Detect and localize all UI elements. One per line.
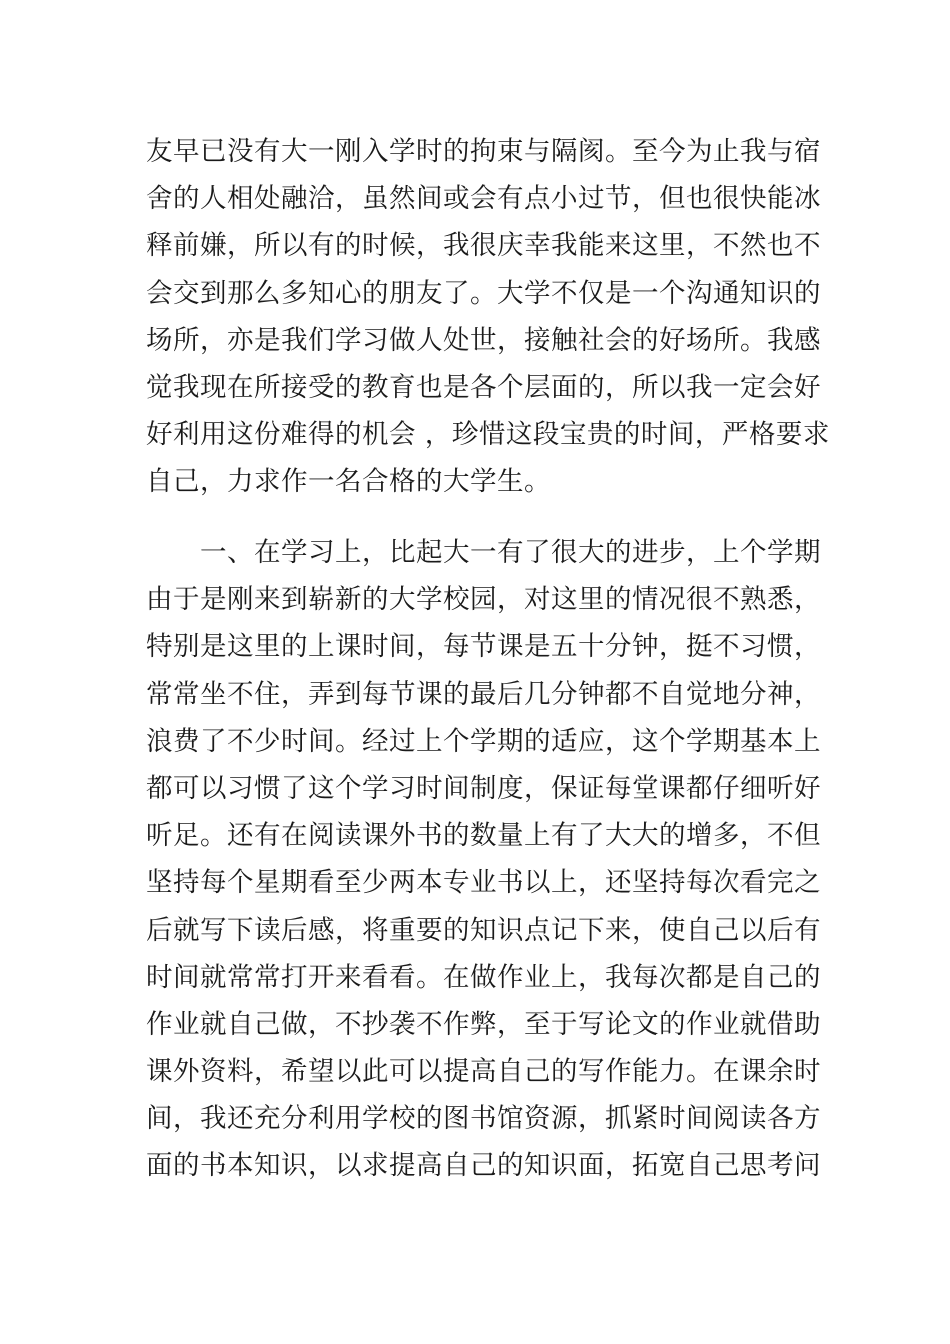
text-line: 释前嫌，所以有的时候，我很庆幸我能来这里，不然也不 bbox=[146, 230, 821, 262]
paragraph bbox=[146, 529, 821, 1190]
text-line: 场所，亦是我们学习做人处世，接触社会的好场所。我感 bbox=[146, 324, 821, 356]
text-line: 间，我还充分利用学校的图书馆资源，抓紧时间阅读各方 bbox=[146, 1103, 821, 1135]
text-line: 面的书本知识，以求提高自己的知识面，拓宽自己思考问 bbox=[146, 1150, 821, 1182]
text-line: 由于是刚来到崭新的大学校园，对这里的情况很不熟悉， bbox=[146, 584, 821, 616]
text-line: 作业就自己做，不抄袭不作弊，至于写论文的作业就借助 bbox=[146, 1008, 821, 1040]
text-line: 会交到那么多知心的朋友了。大学不仅是一个沟通知识的 bbox=[146, 277, 821, 309]
text-line: 课外资料，希望以此可以提高自己的写作能力。在课余时 bbox=[146, 1056, 821, 1088]
text-line: 坚持每个星期看至少两本专业书以上，还坚持每次看完之 bbox=[146, 867, 821, 899]
text-line: 时间就常常打开来看看。在做作业上，我每次都是自己的 bbox=[146, 961, 821, 993]
text-line: 常常坐不住，弄到每节课的最后几分钟都不自觉地分神， bbox=[146, 678, 821, 710]
text-line: 舍的人相处融洽，虽然间或会有点小过节，但也很快能冰 bbox=[146, 183, 821, 215]
text-line: 都可以习惯了这个学习时间制度，保证每堂课都仔细听好 bbox=[146, 772, 821, 804]
text-line: 好利用这份难得的机会 ，珍惜这段宝贵的时间，严格要求 bbox=[146, 419, 830, 451]
text-line: 听足。还有在阅读课外书的数量上有了大大的增多，不但 bbox=[146, 820, 821, 852]
text-line: 一、在学习上，比起大一有了很大的进步，上个学期 bbox=[146, 537, 821, 568]
text-line: 友早已没有大一刚入学时的拘束与隔阂。至今为止我与宿 bbox=[146, 136, 821, 167]
paragraph bbox=[146, 128, 830, 506]
text-line: 觉我现在所接受的教育也是各个层面的，所以我一定会好 bbox=[146, 371, 821, 403]
text-line: 特别是这里的上课时间，每节课是五十分钟，挺不习惯， bbox=[146, 631, 821, 663]
text-line: 后就写下读后感，将重要的知识点记下来，使自己以后有 bbox=[146, 914, 821, 946]
text-line: 自己，力求作一名合格的大学生。 bbox=[146, 466, 551, 498]
text-line: 浪费了不少时间。经过上个学期的适应，这个学期基本上 bbox=[146, 725, 821, 757]
